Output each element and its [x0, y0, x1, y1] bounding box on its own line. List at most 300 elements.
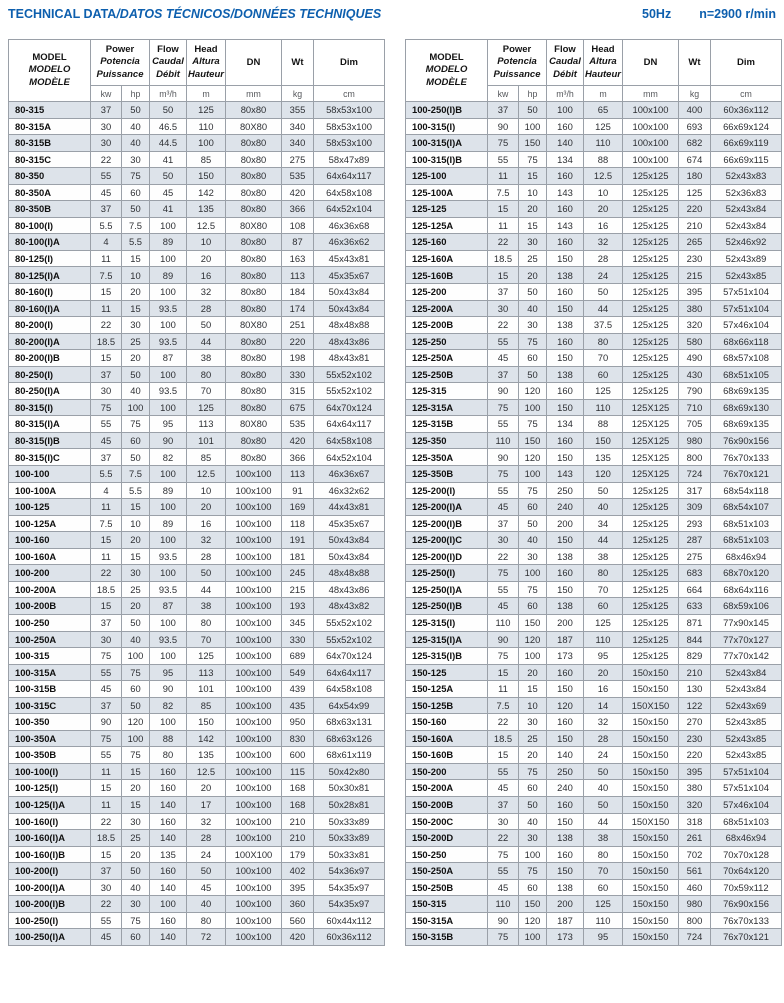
model-cell: 150-160 — [406, 714, 488, 731]
kw-cell: 22 — [91, 317, 122, 334]
dim-cell: 68x63x126 — [314, 730, 385, 747]
flow-cell: 93.5 — [150, 631, 187, 648]
left-data-table — [8, 39, 385, 946]
flow-cell: 160 — [150, 763, 187, 780]
kw-cell: 5.5 — [91, 217, 122, 234]
hp-cell: 20 — [122, 532, 150, 549]
table-row — [9, 482, 385, 499]
dim-cell: 68x63x131 — [314, 714, 385, 731]
table-row — [9, 664, 385, 681]
kw-cell: 11 — [91, 250, 122, 267]
dn-cell: 80x80 — [226, 184, 282, 201]
wt-cell: 210 — [679, 664, 711, 681]
dn-cell: 100x100 — [226, 830, 282, 847]
wt-cell: 108 — [282, 217, 314, 234]
model-cell: 150-200A — [406, 780, 488, 797]
dim-cell: 44x43x81 — [314, 499, 385, 516]
hp-cell: 100 — [519, 648, 547, 665]
dn-cell: 100x100 — [226, 929, 282, 946]
table-row — [9, 135, 385, 152]
flow-cell: 89 — [150, 234, 187, 251]
dn-cell: 80X80 — [226, 118, 282, 135]
flow-cell: 150 — [547, 581, 584, 598]
dn-cell: 150x150 — [623, 929, 679, 946]
kw-cell: 22 — [91, 151, 122, 168]
kw-cell: 37 — [91, 201, 122, 218]
model-cell: 100-350 — [9, 714, 91, 731]
dim-cell: 48x48x88 — [314, 565, 385, 582]
dn-cell: 150X150 — [623, 813, 679, 830]
dim-cell: 58x53x100 — [314, 118, 385, 135]
flow-cell: 80 — [150, 747, 187, 764]
flow-cell: 100 — [150, 565, 187, 582]
model-cell: 100-200B — [9, 598, 91, 615]
kw-cell: 37 — [91, 449, 122, 466]
model-cell: 100-315(I)A — [406, 135, 488, 152]
flow-cell: 160 — [547, 201, 584, 218]
flow-cell: 150 — [547, 399, 584, 416]
hp-cell: 40 — [519, 813, 547, 830]
head-cell: 60 — [584, 366, 623, 383]
kw-cell: 30 — [488, 300, 519, 317]
right-table-body — [406, 102, 782, 946]
kw-cell: 37 — [91, 614, 122, 631]
head-cell: 20 — [187, 499, 226, 516]
table-row — [406, 614, 782, 631]
kw-cell: 37 — [488, 796, 519, 813]
dn-cell: 100x100 — [226, 763, 282, 780]
flow-cell: 138 — [547, 830, 584, 847]
model-cell: 125-250A — [406, 350, 488, 367]
hp-cell: 60 — [122, 432, 150, 449]
hp-cell: 75 — [519, 581, 547, 598]
dn-cell: 80x80 — [226, 250, 282, 267]
dn-cell: 125x125 — [623, 499, 679, 516]
hp-cell: 75 — [122, 168, 150, 185]
table-row — [406, 234, 782, 251]
table-row — [9, 317, 385, 334]
kw-cell: 45 — [91, 432, 122, 449]
wt-cell: 220 — [282, 333, 314, 350]
dim-cell: 52x43x85 — [711, 267, 782, 284]
dn-cell: 100x100 — [226, 565, 282, 582]
wt-cell: 179 — [282, 846, 314, 863]
head-cell: 125 — [584, 896, 623, 913]
power-label-fr: Puissance — [96, 68, 144, 80]
flow-cell: 46.5 — [150, 118, 187, 135]
flow-cell: 160 — [547, 714, 584, 731]
table-row — [406, 118, 782, 135]
head-cell: 135 — [187, 201, 226, 218]
hp-cell: 40 — [519, 300, 547, 317]
table-row — [9, 284, 385, 301]
wt-cell: 549 — [282, 664, 314, 681]
wt-cell: 535 — [282, 416, 314, 433]
head-cell: 110 — [584, 399, 623, 416]
kw-cell: 5.5 — [91, 466, 122, 483]
flow-cell: 143 — [547, 466, 584, 483]
hp-cell: 15 — [122, 763, 150, 780]
head-cell: 16 — [187, 515, 226, 532]
table-row — [406, 267, 782, 284]
kw-cell: 75 — [91, 648, 122, 665]
head-cell: 125 — [187, 399, 226, 416]
dn-cell: 125x125 — [623, 515, 679, 532]
flow-cell: 140 — [150, 879, 187, 896]
wt-cell: 683 — [679, 565, 711, 582]
kw-cell: 30 — [91, 879, 122, 896]
power-label-en: Power — [105, 43, 135, 55]
head-cell: 120 — [584, 466, 623, 483]
wt-cell: 275 — [282, 151, 314, 168]
flow-cell: 93.5 — [150, 300, 187, 317]
dn-cell: 100x100 — [226, 482, 282, 499]
dn-cell: 100x100 — [226, 631, 282, 648]
flow-cell: 41 — [150, 151, 187, 168]
kw-cell: 30 — [91, 383, 122, 400]
wt-cell: 439 — [282, 681, 314, 698]
dn-cell: 80X80 — [226, 317, 282, 334]
model-cell: 80-200(I)A — [9, 333, 91, 350]
flow-cell: 160 — [547, 565, 584, 582]
model-cell: 150-200D — [406, 830, 488, 847]
kw-cell: 75 — [91, 730, 122, 747]
wt-cell: 261 — [679, 830, 711, 847]
model-cell: 80-125(I) — [9, 250, 91, 267]
model-cell: 125-315(I) — [406, 614, 488, 631]
head-cell: 80 — [187, 912, 226, 929]
head-cell: 50 — [187, 863, 226, 880]
dn-cell: 125x125 — [623, 250, 679, 267]
table-row — [406, 284, 782, 301]
wt-cell: 366 — [282, 201, 314, 218]
model-cell: 80-315A — [9, 118, 91, 135]
model-cell: 150-250A — [406, 863, 488, 880]
flow-cell: 135 — [150, 846, 187, 863]
head-cell: 125 — [584, 118, 623, 135]
table-row — [9, 830, 385, 847]
wt-cell: 535 — [282, 168, 314, 185]
table-row — [9, 118, 385, 135]
unit-hp: hp — [519, 86, 547, 102]
wt-cell: 664 — [679, 581, 711, 598]
head-cell: 16 — [584, 217, 623, 234]
hp-cell: 60 — [122, 929, 150, 946]
wt-cell: 245 — [282, 565, 314, 582]
table-row — [9, 416, 385, 433]
page-title-translations: /DATOS TÉCNICOS/DONNÉES TECHNIQUES — [116, 7, 382, 21]
hp-cell: 20 — [122, 284, 150, 301]
wt-cell: 340 — [282, 118, 314, 135]
kw-cell: 18.5 — [91, 333, 122, 350]
hp-cell: 20 — [122, 598, 150, 615]
table-row — [9, 648, 385, 665]
dim-cell: 58x53x100 — [314, 102, 385, 119]
wt-cell: 705 — [679, 416, 711, 433]
dim-cell: 64x58x108 — [314, 432, 385, 449]
dim-cell: 52x43x84 — [711, 217, 782, 234]
dim-cell: 50x30x81 — [314, 780, 385, 797]
kw-cell: 45 — [91, 929, 122, 946]
table-row — [406, 399, 782, 416]
hp-cell: 15 — [519, 681, 547, 698]
dim-cell: 54x35x97 — [314, 879, 385, 896]
model-cell: 100-100A — [9, 482, 91, 499]
head-cell: 80 — [584, 565, 623, 582]
kw-cell: 55 — [91, 664, 122, 681]
dim-cell: 48x43x86 — [314, 333, 385, 350]
head-label-es: Altura — [192, 56, 220, 68]
kw-cell: 11 — [91, 796, 122, 813]
dim-cell: 50x33x89 — [314, 813, 385, 830]
head-cell: 70 — [584, 350, 623, 367]
table-row — [406, 681, 782, 698]
dn-cell: 80x80 — [226, 432, 282, 449]
head-cell: 150 — [187, 168, 226, 185]
col-header-flow — [547, 40, 584, 86]
model-cell: 100-160A — [9, 548, 91, 565]
flow-cell: 173 — [547, 648, 584, 665]
dim-cell: 68x70x120 — [711, 565, 782, 582]
hp-cell: 5.5 — [122, 234, 150, 251]
hp-cell: 60 — [519, 350, 547, 367]
flow-cell: 160 — [547, 432, 584, 449]
kw-cell: 45 — [91, 681, 122, 698]
head-cell: 28 — [187, 548, 226, 565]
model-label-en: MODEL — [32, 51, 67, 63]
head-cell: 20 — [187, 780, 226, 797]
dim-cell: 68x54x118 — [711, 482, 782, 499]
head-cell: 40 — [584, 499, 623, 516]
flow-cell: 88 — [150, 730, 187, 747]
model-cell: 100-160 — [9, 532, 91, 549]
dn-cell: 125x125 — [623, 565, 679, 582]
dn-cell: 150x150 — [623, 796, 679, 813]
table-row — [406, 466, 782, 483]
wt-cell: 293 — [679, 515, 711, 532]
head-cell: 12.5 — [187, 466, 226, 483]
hp-cell: 15 — [122, 300, 150, 317]
hp-cell: 30 — [122, 151, 150, 168]
table-row — [9, 515, 385, 532]
dim-cell: 64x70x124 — [314, 648, 385, 665]
kw-cell: 15 — [91, 284, 122, 301]
power-label-es: Potencia — [100, 56, 140, 68]
flow-cell: 138 — [547, 366, 584, 383]
model-cell: 100-315A — [9, 664, 91, 681]
page-title — [8, 7, 381, 21]
table-row — [406, 317, 782, 334]
model-cell: 100-250A — [9, 631, 91, 648]
flow-cell: 187 — [547, 631, 584, 648]
model-cell: 100-250(I)A — [9, 929, 91, 946]
head-cell: 24 — [584, 747, 623, 764]
wt-cell: 181 — [282, 548, 314, 565]
model-cell: 125-100A — [406, 184, 488, 201]
kw-cell: 22 — [488, 234, 519, 251]
dn-cell: 125x125 — [623, 267, 679, 284]
dn-cell: 125x125 — [623, 383, 679, 400]
hp-cell: 30 — [122, 317, 150, 334]
hp-cell: 15 — [519, 217, 547, 234]
model-cell: 100-250(I) — [9, 912, 91, 929]
hp-cell: 5.5 — [122, 482, 150, 499]
unit-head: m — [584, 86, 623, 102]
hp-cell: 20 — [519, 664, 547, 681]
dim-cell: 48x43x86 — [314, 581, 385, 598]
table-row — [406, 846, 782, 863]
model-cell: 150-125 — [406, 664, 488, 681]
hp-cell: 50 — [122, 449, 150, 466]
table-row — [9, 697, 385, 714]
kw-cell: 30 — [91, 135, 122, 152]
model-cell: 150-315A — [406, 912, 488, 929]
flow-cell: 187 — [547, 912, 584, 929]
wt-cell: 317 — [679, 482, 711, 499]
model-cell: 100-125 — [9, 499, 91, 516]
model-cell: 100-125(I) — [9, 780, 91, 797]
dn-cell: 125x125 — [623, 482, 679, 499]
model-cell: 100-160(I)B — [9, 846, 91, 863]
table-row — [406, 515, 782, 532]
hp-cell: 50 — [122, 863, 150, 880]
unit-wt: kg — [679, 86, 711, 102]
wt-cell: 790 — [679, 383, 711, 400]
wt-cell: 215 — [282, 581, 314, 598]
kw-cell: 4 — [91, 482, 122, 499]
title-bar — [8, 4, 776, 30]
model-cell: 125-250(I)B — [406, 598, 488, 615]
model-cell: 150-125A — [406, 681, 488, 698]
head-cell: 65 — [584, 102, 623, 119]
kw-cell: 37 — [488, 515, 519, 532]
table-row — [9, 449, 385, 466]
kw-cell: 15 — [488, 664, 519, 681]
model-cell: 150-125B — [406, 697, 488, 714]
flow-cell: 41 — [150, 201, 187, 218]
model-cell: 125-350 — [406, 432, 488, 449]
kw-cell: 75 — [488, 565, 519, 582]
table-row — [406, 796, 782, 813]
table-row — [9, 631, 385, 648]
model-cell: 100-350B — [9, 747, 91, 764]
table-row — [9, 896, 385, 913]
model-cell: 150-200B — [406, 796, 488, 813]
model-cell: 100-315 — [9, 648, 91, 665]
wt-cell: 980 — [679, 432, 711, 449]
kw-cell: 55 — [91, 168, 122, 185]
kw-cell: 22 — [488, 548, 519, 565]
hp-cell: 50 — [519, 102, 547, 119]
hp-cell: 10 — [519, 697, 547, 714]
dim-cell: 57x46x104 — [711, 796, 782, 813]
head-cell: 38 — [187, 350, 226, 367]
col-header-dim: Dim — [314, 40, 385, 86]
unit-dim: cm — [711, 86, 782, 102]
wt-cell: 87 — [282, 234, 314, 251]
col-header-model — [9, 40, 91, 102]
hp-cell: 10 — [519, 184, 547, 201]
model-cell: 125-160B — [406, 267, 488, 284]
wt-cell: 168 — [282, 780, 314, 797]
model-cell: 125-160A — [406, 250, 488, 267]
head-cell: 60 — [584, 598, 623, 615]
wt-cell: 395 — [679, 284, 711, 301]
hp-cell: 15 — [122, 499, 150, 516]
head-cell: 50 — [584, 796, 623, 813]
flow-cell: 100 — [150, 648, 187, 665]
dim-cell: 55x52x102 — [314, 614, 385, 631]
hp-cell: 30 — [122, 813, 150, 830]
head-cell: 70 — [187, 383, 226, 400]
table-row — [406, 250, 782, 267]
kw-cell: 11 — [91, 763, 122, 780]
hp-cell: 25 — [519, 250, 547, 267]
dim-cell: 57x51x104 — [711, 780, 782, 797]
wt-cell: 340 — [282, 135, 314, 152]
model-cell: 100-250(I)B — [406, 102, 488, 119]
model-cell: 100-200A — [9, 581, 91, 598]
wt-cell: 169 — [282, 499, 314, 516]
flow-cell: 150 — [547, 730, 584, 747]
head-cell: 110 — [584, 631, 623, 648]
flow-cell: 100 — [150, 284, 187, 301]
dn-cell: 125x125 — [623, 284, 679, 301]
hp-cell: 75 — [519, 763, 547, 780]
hp-cell: 30 — [519, 317, 547, 334]
kw-cell: 110 — [488, 614, 519, 631]
model-cell: 100-100(I) — [9, 763, 91, 780]
wt-cell: 400 — [679, 102, 711, 119]
flow-cell: 250 — [547, 482, 584, 499]
dn-cell: 100x100 — [623, 151, 679, 168]
kw-cell: 15 — [488, 747, 519, 764]
table-row — [406, 631, 782, 648]
dim-cell: 64x58x108 — [314, 184, 385, 201]
model-cell: 125-200 — [406, 284, 488, 301]
col-header-model — [406, 40, 488, 102]
wt-cell: 380 — [679, 780, 711, 797]
hp-cell: 150 — [519, 896, 547, 913]
wt-cell: 829 — [679, 648, 711, 665]
dn-cell: 100x100 — [226, 697, 282, 714]
head-cell: 24 — [584, 267, 623, 284]
dn-cell: 100x100 — [226, 614, 282, 631]
hp-cell: 75 — [519, 863, 547, 880]
dim-cell: 70x64x120 — [711, 863, 782, 880]
kw-cell: 22 — [91, 813, 122, 830]
table-row — [406, 432, 782, 449]
flow-cell: 100 — [150, 714, 187, 731]
head-cell: 110 — [187, 118, 226, 135]
table-row — [9, 499, 385, 516]
table-row — [9, 929, 385, 946]
dim-cell: 64x52x104 — [314, 449, 385, 466]
dim-cell: 64x58x108 — [314, 681, 385, 698]
model-cell: 125-250(I)A — [406, 581, 488, 598]
wt-cell: 210 — [282, 813, 314, 830]
model-cell: 150-250 — [406, 846, 488, 863]
model-cell: 150-160B — [406, 747, 488, 764]
wt-cell: 830 — [282, 730, 314, 747]
head-cell: 20 — [584, 201, 623, 218]
dn-cell: 125x125 — [623, 217, 679, 234]
kw-cell: 55 — [488, 863, 519, 880]
model-cell: 150-200C — [406, 813, 488, 830]
kw-cell: 22 — [488, 317, 519, 334]
table-row — [9, 466, 385, 483]
model-cell: 100-125(I)A — [9, 796, 91, 813]
